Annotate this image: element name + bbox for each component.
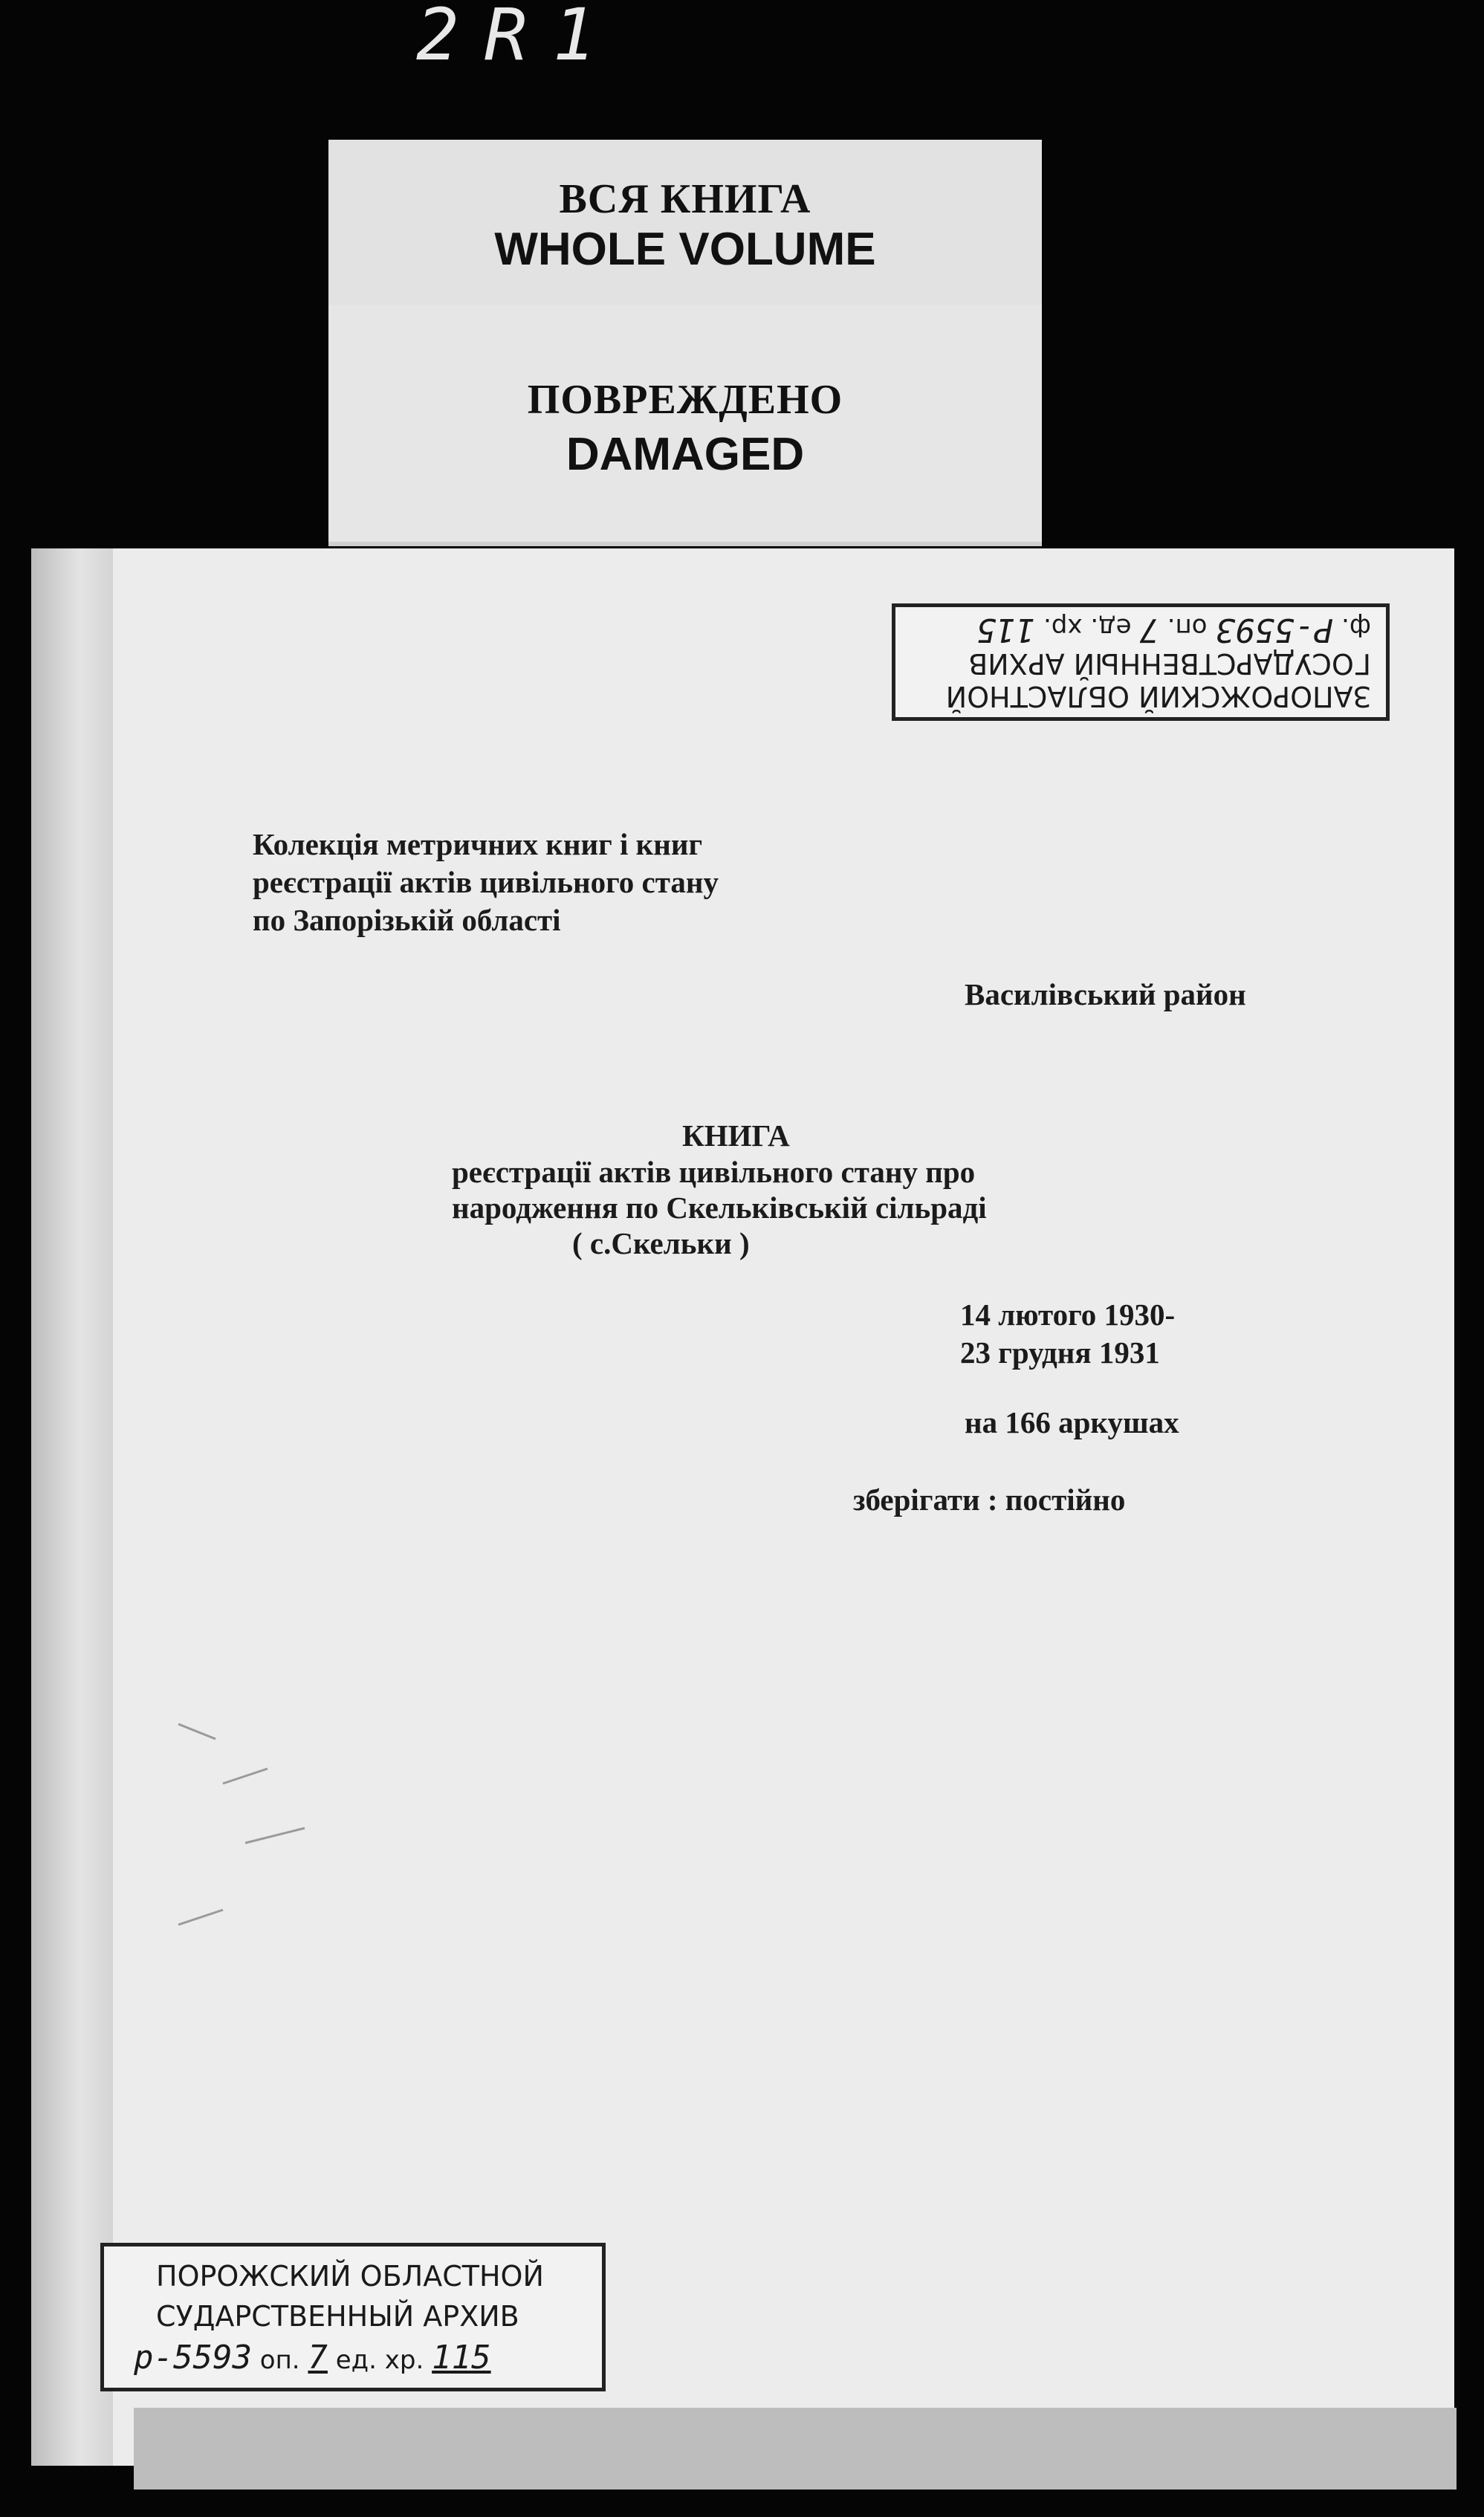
- retention: зберігати : постійно: [853, 1483, 1126, 1517]
- stamp-bottom-line2: СУДАРСТВЕННЫЙ АРХИВ: [156, 2300, 519, 2333]
- stamp-bottom-ed-label: ед. хр.: [335, 2345, 424, 2375]
- stamp-bottom-fond: р-5593: [134, 2339, 252, 2377]
- stamp-bottom-op-label: оп.: [259, 2345, 300, 2375]
- district: Василівський район: [965, 977, 1246, 1011]
- date-start: 14 лютого 1930-: [960, 1298, 1176, 1332]
- whole-volume-label: [328, 140, 1042, 318]
- stamp-top-line3: [903, 611, 1371, 649]
- collection-line-3: по Запорізькій області: [253, 903, 561, 937]
- pencil-marks: [163, 1709, 357, 1932]
- stamp-bottom-item: 115: [432, 2339, 491, 2377]
- stamp-bottom-opis: 7: [308, 2339, 328, 2377]
- collection-line-2: реєстрації актів цивільного стану: [253, 865, 719, 899]
- book-line-3: ( с.Скельки ): [572, 1226, 750, 1260]
- stamp-top-op-label: оп.: [1167, 612, 1208, 642]
- stamp-bottom-line3: [134, 2339, 594, 2377]
- stamp-bottom-line1: ПОРОЖСКИЙ ОБЛАСТНОЙ: [156, 2260, 544, 2293]
- page-spine: [31, 548, 113, 2466]
- damaged-label: [328, 305, 1042, 546]
- damaged-en: DAMAGED: [566, 429, 805, 480]
- book-line-1: реєстрації актів цивільного стану про: [452, 1155, 976, 1189]
- stamp-top-line2: ГОСУДАРСТВЕННЫЙ АРХИВ: [968, 647, 1371, 680]
- film-frame-code: 2R1: [416, 0, 621, 77]
- page-bottom-shadow: [134, 2408, 1457, 2490]
- stamp-top-fond: Р-5593: [1215, 611, 1334, 649]
- sheet-count: на 166 аркушах: [965, 1405, 1179, 1439]
- book-title: КНИГА: [682, 1118, 790, 1153]
- whole-volume-ru: ВСЯ КНИГА: [559, 176, 811, 222]
- collection-line-1: Колекція метричних книг і книг: [253, 827, 703, 861]
- archive-stamp-bottom: [100, 2243, 606, 2391]
- stamp-top-line1: ЗАПОРОЖСКИЙ ОБЛАСТНОЙ: [945, 680, 1371, 713]
- date-end: 23 грудня 1931: [960, 1335, 1160, 1370]
- whole-volume-en: WHOLE VOLUME: [494, 224, 876, 275]
- damaged-ru: ПОВРЕЖДЕНО: [527, 377, 843, 423]
- stamp-top-opis: 7: [1139, 611, 1159, 649]
- document-page: [31, 548, 1454, 2466]
- stamp-top-ed-label: ед. хр.: [1043, 612, 1132, 642]
- archive-stamp-top: [892, 603, 1390, 721]
- book-line-2: народження по Скельківській сільраді: [452, 1191, 987, 1225]
- stamp-top-item: 115: [976, 611, 1036, 649]
- stamp-top-f-label: ф.: [1341, 612, 1371, 642]
